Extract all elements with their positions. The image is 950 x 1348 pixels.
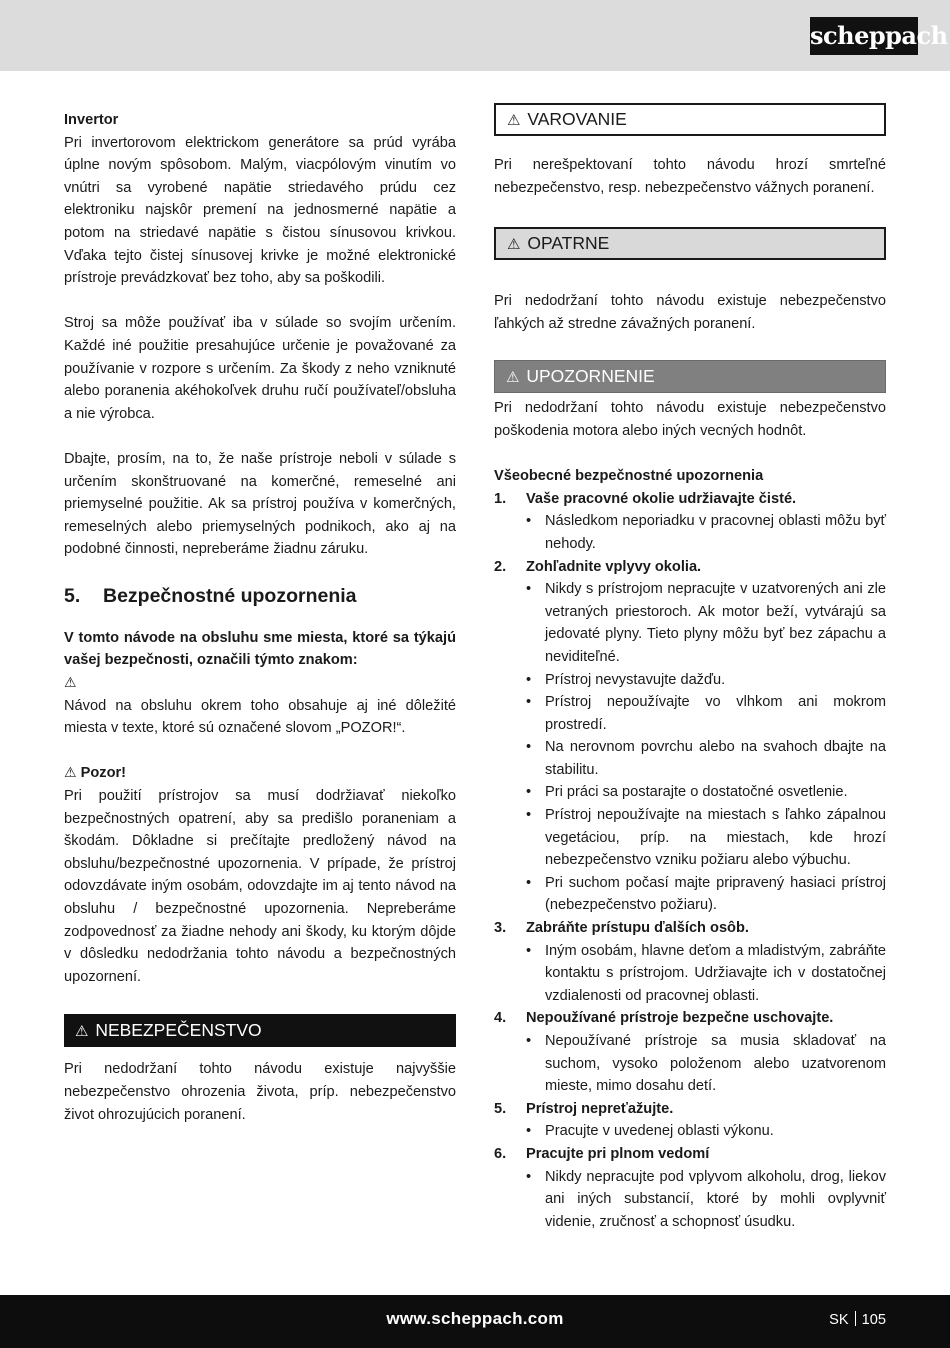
- rule-item: [494, 1098, 886, 1143]
- left-column: [64, 109, 456, 1126]
- rule-title: Vaše pracovné okolie udržiavajte čisté.: [526, 490, 797, 507]
- rule-bullet: • Nepoužívané prístroje sa musia skladovať na suchom, vysoko položenom alebo uzatvorenom mieste, mimo dosahu detí.: [545, 1030, 886, 1098]
- pozor-text: Pri použití prístrojov sa musí dodržiavať niekoľko bezpečnostných opatrení, aby sa predišlo poraneniam a škodám. Dôkladne si prečítajte predložený návod na obsluhu/bezpečnostné upozornenia. V prípade, že prístroj odovzdávate iným osobám, odovzdajte im aj tento návod na obsluhu / bezpečnostné upozornenia. Nepreberáme zodpovednosť za žiadne nehody ani škody, ku ktorým dôjde v dôsledku nedodržania tohto návodu a bezpečnostných upozornení.: [64, 788, 456, 985]
- warning-triangle-icon: ⚠: [507, 235, 521, 254]
- rule-bullet: • Na nerovnom povrchu alebo na svahoch dbajte na stabilitu.: [545, 736, 886, 781]
- section-title: Bezpečnostné upozornenia: [103, 584, 357, 607]
- pozor-title: Pozor!: [80, 765, 127, 782]
- warning-label: VAROVANIE: [527, 109, 627, 129]
- warning-text: Pri nerešpektovaní tohto návodu hrozí smrteľné nebezpečenstvo, resp. nebezpečenstvo vážnych poranení.: [494, 157, 886, 196]
- rule-item: [494, 917, 886, 1007]
- rule-number: 4.: [494, 1010, 507, 1027]
- rule-title: Zohľadnite vplyvy okolia.: [526, 558, 702, 575]
- rule-number: 6.: [494, 1145, 507, 1162]
- rule-bullet: • Prístroj nevystavujte dažďu.: [545, 669, 886, 692]
- caution-label: OPATRNE: [527, 233, 610, 254]
- rule-bullet: • Pri práci sa postarajte o dostatočné osvetlenie.: [545, 781, 886, 804]
- section-heading: [64, 583, 456, 609]
- page-number: 105: [861, 1312, 886, 1328]
- warning-triangle-icon: ⚠: [64, 765, 77, 782]
- danger-label: NEBEZPEČENSTVO: [95, 1020, 262, 1041]
- rule-title: Pracujte pri plnom vedomí: [526, 1145, 710, 1162]
- rule-item: [494, 556, 886, 918]
- footer-bar: [0, 1295, 950, 1348]
- rule-bullet: • Prístroj nepoužívajte vo vlhkom ani mokrom prostredí.: [545, 691, 886, 736]
- notice-text: Pri nedodržaní tohto návodu existuje nebezpečenstvo poškodenia motora alebo iných vecných hodnôt.: [494, 400, 886, 439]
- rule-bullet: • Pri suchom počasí majte pripravený hasiaci prístroj (nebezpečenstvo požiaru).: [545, 872, 886, 917]
- rule-number: 1.: [494, 490, 507, 507]
- pozor-heading: [64, 762, 456, 785]
- rule-number: 5.: [494, 1100, 507, 1117]
- rule-title: Zabráňte prístupu ďalších osôb.: [526, 920, 749, 937]
- safety-rules-list: [494, 488, 886, 1234]
- rule-bullet: • Následkom neporiadku v pracovnej oblasti môžu byť nehody.: [545, 510, 886, 555]
- page-indicator: [829, 1309, 886, 1332]
- invertor-title: Invertor: [64, 112, 119, 128]
- section-number: 5.: [64, 584, 81, 607]
- rule-bullet: • Nikdy nepracujte pod vplyvom alkoholu, drog, liekov ani iných substancií, ktoré by mohli ovplyvniť videnie, zručnosť a schopnosť úsudku.: [545, 1166, 886, 1234]
- danger-label-box: [64, 1014, 456, 1047]
- warning-triangle-icon: ⚠: [507, 111, 521, 129]
- warning-triangle-icon: ⚠: [506, 368, 520, 387]
- warning-triangle-icon: ⚠: [64, 675, 77, 692]
- website-link[interactable]: www.scheppach.com: [386, 1309, 564, 1328]
- rule-number: 3.: [494, 920, 507, 937]
- usage-text: Stroj sa môže používať iba v súlade so svojím určením. Každé iné použitie presahujúce určenie je považované za používanie v rozpore s určením. Za škody z neho vzniknuté alebo poranenia akéhokoľvek druhu ručí používateľ/obsluha a nie výrobca.: [64, 315, 456, 422]
- rule-title: Prístroj nepreťažujte.: [526, 1100, 674, 1117]
- marked-intro: V tomto návode na obsluhu sme miesta, ktoré sa týkajú vašej bezpečnosti, označili týmto znakom:: [64, 629, 456, 669]
- rule-bullet: • Prístroj nepoužívajte na miestach s ľahko zápalnou vegetáciou, príp. na miestach, kde hrozí nebezpečenstvo vzniku požiaru alebo výbuchu.: [545, 804, 886, 872]
- general-title: Všeobecné bezpečnostné upozornenia: [494, 468, 764, 485]
- rule-bullet: • Iným osobám, hlavne deťom a mladistvým, zabráňte kontaktu s prístrojom. Udržiavajte ich v dostatočnej vzdialenosti od pracovnej oblasti.: [545, 940, 886, 1008]
- warning-label-box: [494, 103, 886, 136]
- notice-label: UPOZORNENIE: [526, 366, 655, 387]
- notice-label-box: [494, 360, 886, 393]
- rule-item: [494, 1143, 886, 1233]
- marked-text: Návod na obsluhu okrem toho obsahuje aj iné dôležité miesta v texte, ktoré sú označené slovom „POZOR!“.: [64, 697, 456, 737]
- caution-text: Pri nedodržaní tohto návodu existuje nebezpečenstvo ľahkých až stredne závažných poranení.: [494, 293, 886, 332]
- rule-item: [494, 488, 886, 556]
- scheppach-logo: scheppach: [810, 17, 918, 55]
- commercial-text: Dbajte, prosím, na to, že naše prístroje neboli v súlade s určením skonštruované na komerčné, remeselné ani priemyselné použitie. Ak sa prístroj používa v komerčných, remeselných alebo priemyselných podnikoch, ako aj na podobné činnosti, nepreberáme žiadnu záruku.: [64, 450, 456, 558]
- warning-triangle-icon: ⚠: [75, 1022, 89, 1041]
- header-bar: [0, 0, 950, 71]
- rule-title: Nepoužívané prístroje bezpečne uschovajte.: [526, 1010, 834, 1027]
- caution-label-box: [494, 227, 886, 260]
- rule-item: [494, 1007, 886, 1097]
- right-column: [494, 103, 886, 1233]
- rule-number: 2.: [494, 558, 507, 575]
- rule-bullet: • Pracujte v uvedenej oblasti výkonu.: [545, 1120, 886, 1143]
- rule-bullet: • Nikdy s prístrojom nepracujte v uzatvorených ani zle vetraných priestoroch. Ak motor beží, vytvárajú sa jedovaté plyny. Tieto plyny môžu byť bez zápachu a neviditeľné.: [545, 578, 886, 668]
- language-code: SK: [829, 1312, 849, 1328]
- danger-text: Pri nedodržaní tohto návodu existuje najvyššie nebezpečenstvo ohrozenia života, príp. nebezpečenstvo život ohrozujúcich poranení.: [64, 1061, 456, 1123]
- invertor-text: Pri invertorovom elektrickom generátore sa prúd vyrába úplne novým spôsobom. Malým, viacpólovým vinutím vo vnútri sa vyrobené napätie striedavého prúdu cez elektroniku najskôr premení na jednosmerné napätie a potom na striedavé napätie s čistou sínusovou krivkou. Vďaka tejto čistej sínusovej krivke je možné elektronické prístroje prevádzkovať bez toho, aby sa poškodili.: [64, 134, 456, 287]
